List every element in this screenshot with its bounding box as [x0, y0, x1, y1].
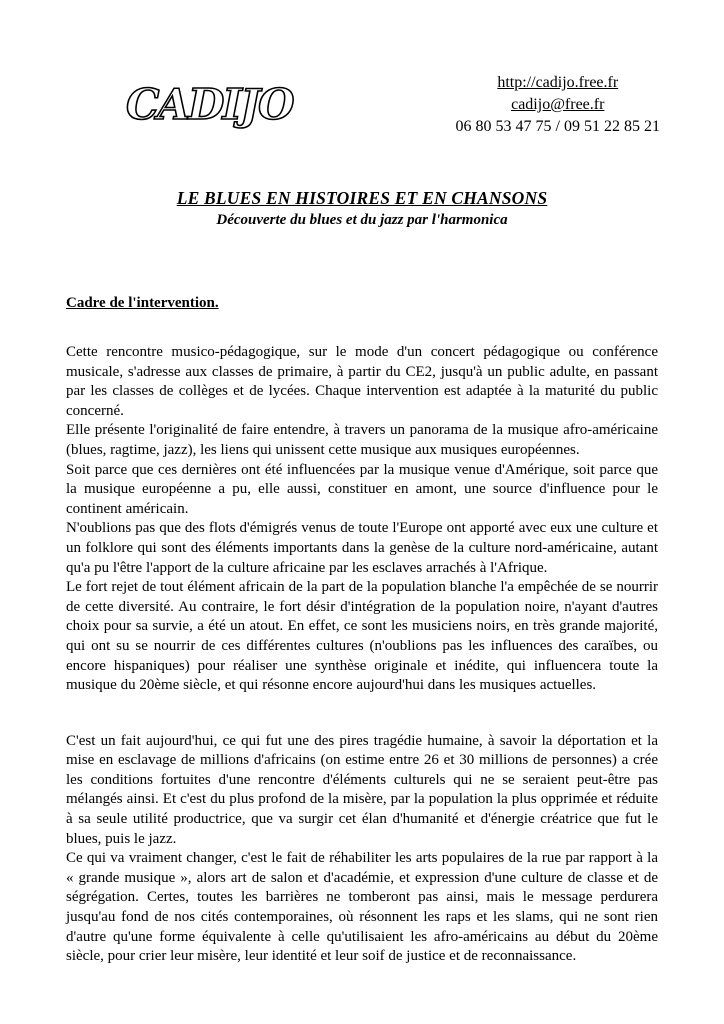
- website-link[interactable]: http://cadijo.free.fr: [497, 74, 619, 91]
- phone-numbers: 06 80 53 47 75 / 09 51 22 85 21: [455, 118, 660, 135]
- document-subtitle: Découverte du blues et du jazz par l'harmonica: [216, 212, 508, 228]
- paragraph: C'est un fait aujourd'hui, ce qui fut une des pires tragédie humaine, à savoir la déportation et la mise en esclavage de millions d'africains (on estime entre 26 et 30 millions de personnes) a crée les conditions fortuites d'une rencontre d'éléments culturels qui ne se seraient peut-être pas mélangés ainsi. Et c'est du plus profond de la misère, par la population la plus opprimée et réduite à sa seule utilité productrice, que va surgir cet élan d'humanité et d'énergie créatrice que fut le blues, puis le jazz.: [66, 732, 658, 847]
- paragraph: N'oublions pas que des flots d'émigrés venus de toute l'Europe ont apporté avec eux une culture et un folklore qui sont des éléments importants dans la genèse de la culture nord-américaine, autant qu'a pu l'être l'apport de la culture africaine par les esclaves arrachés à l'Afrique.: [66, 520, 658, 576]
- document-title: LE BLUES EN HISTOIRES ET EN CHANSONS: [176, 188, 548, 208]
- contact-block: [456, 72, 660, 138]
- paragraph: Elle présente l'originalité de faire entendre, à travers un panorama de la musique afro-américaine (blues, ragtime, jazz), les liens qui unissent cette musique aux musiques européennes.: [66, 422, 658, 458]
- document-body: [66, 295, 658, 967]
- section-heading: Cadre de l'intervention.: [66, 295, 219, 311]
- header: [0, 0, 724, 138]
- paragraph: Ce qui va vraiment changer, c'est le fait de réhabiliter les arts populaires de la rue par rapport à la « grande musique », alors art de salon et d'académie, et expression d'une culture de classe et de ségrégation. Certes, toutes les barrières ne tomberont pas ainsi, mais le message perdurera jusqu'au fond de nos cités contemporaines, où résonnent les raps et les slams, qui ne sont rien d'autre qu'une forme équivalente à celle qu'utilisaient les afro-américains au début du 20ème siècle, pour crier leur misère, leur identité et leur soif de justice et de reconnaissance.: [66, 850, 658, 965]
- cadijo-logo: [124, 72, 310, 136]
- paragraph: Cette rencontre musico-pédagogique, sur le mode d'un concert pédagogique ou conférence musicale, s'adresse aux classes de primaire, à partir du CE2, jusqu'à un public adulte, en passant par les classes de collèges et de lycées. Chaque intervention est adaptée à la maturité du public concerné.: [66, 344, 658, 419]
- title-block: [0, 188, 724, 229]
- email-link[interactable]: cadijo@free.fr: [511, 96, 605, 113]
- paragraph: Le fort rejet de tout élément africain de la part de la population blanche l'a empêchée de se nourrir de cette diversité. Au contraire, le fort désir d'intégration de la population noire, n'ayant d'autres choix pour sa survie, a été un atout. En effet, ce sont les musiciens noirs, en très grande majorité, qui ont su se nourrir de ces différentes cultures (n'oublions pas les influences des caraïbes, ou encore hispaniques) pour réaliser une synthèse originale et inédite, qui influencera toute la musique du 20ème siècle, et qui résonne encore aujourd'hui dans les musiques actuelles.: [66, 579, 658, 694]
- cadijo-logo-text: CADIJO: [126, 80, 293, 129]
- cadijo-logo-graphic: [124, 72, 310, 136]
- paragraph: Soit parce que ces dernières ont été influencées par la musique venue d'Amérique, soit parce que la musique européenne a pu, elle aussi, constituer en amont, une source d'influence pour le continent américain.: [66, 461, 658, 517]
